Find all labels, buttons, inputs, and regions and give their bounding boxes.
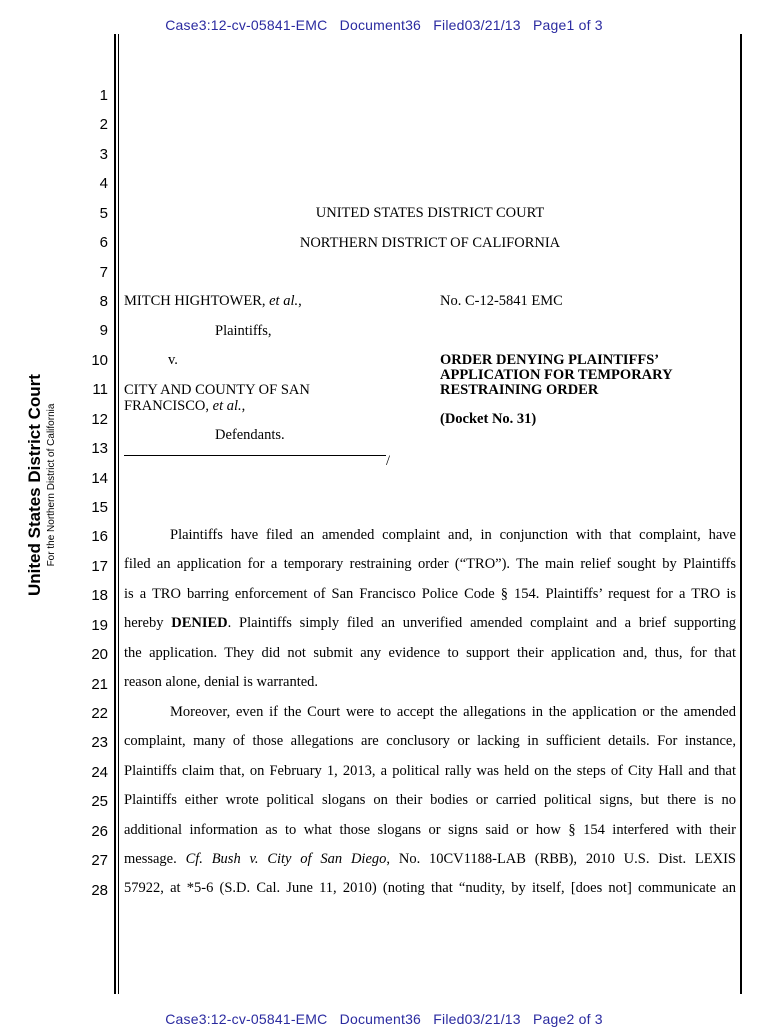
p1-line: filed an application for a temporary restraining order (“TRO”). The main relief sought by Plaintiffs [124,556,736,573]
p2-line: Plaintiffs claim that, on February 1, 2013, a political rally was held on the steps of City Hall and that [124,762,736,779]
line-number: 17 [91,557,108,575]
plaintiff-name [124,293,302,309]
line-number: 26 [91,822,108,840]
line-number: 16 [91,528,108,546]
line-number: 22 [91,705,108,723]
line-number: 1 [99,87,108,104]
defendant-etal-suffix: , [241,398,246,414]
line-number: 7 [99,263,108,281]
left-margin-rule-inner [118,34,119,994]
right-margin-rule [740,34,742,994]
line-number: 27 [91,852,108,870]
left-margin-rule [114,34,116,994]
p1-line: reason alone, denial is warranted. [124,674,319,691]
line-number: 3 [99,145,108,163]
defendant-line2-text: FRANCISCO, [124,398,210,414]
caption-slash: / [386,453,391,469]
line-number: 15 [91,499,108,517]
line-number: 28 [91,881,108,899]
versus: v. [168,352,178,368]
defendants-label: Defendants. [215,427,285,443]
line-number: 19 [91,616,108,634]
denied-emphasis: DENIED [171,615,228,632]
defendant-etal: et al. [212,398,242,414]
p1-line4-pre: hereby [124,615,172,632]
next-page-header-stamp: Case3:12-cv-05841-EMC Document36 Filed03/21/13 Page2 of 3 [165,1011,603,1027]
paragraph-1 [124,521,736,697]
case-number: No. C-12-5841 EMC [440,293,563,309]
p2-line6-pre: message. [124,851,186,868]
plaintiffs-label: Plaintiffs, [215,323,272,339]
line-number: 25 [91,793,108,811]
p1-line: the application. They did not submit any evidence to support their application and, thus, for that [124,644,736,661]
p2-line: Plaintiffs either wrote political slogans on their bodies or carried political signs, but there is no [124,792,736,809]
line-number: 13 [91,440,108,458]
plaintiff-name-text: MITCH HIGHTOWER, [124,293,266,309]
p1-line4-post: . Plaintiffs simply filed an unverified amended complaint and a brief supporting [227,615,736,632]
line-number: 8 [99,293,108,310]
p1-line [124,609,736,638]
docket-number: (Docket No. 31) [440,411,537,427]
plaintiff-etal-suffix: , [298,293,302,309]
defendant-line2 [124,398,245,414]
court-side-title: United States District Court [25,374,44,596]
line-number: 5 [99,204,108,222]
line-number: 23 [91,734,108,752]
line-number: 6 [99,234,108,252]
line-number: 20 [91,646,108,664]
line-number: 24 [91,763,108,781]
order-title-line1: ORDER DENYING PLAINTIFFS’ [440,352,660,368]
caption-rule [124,455,386,456]
line-number: 11 [92,381,108,399]
court-side-subtitle: For the Northern District of California [46,403,57,567]
case-citation: Cf. Bush v. City of San Diego [185,851,387,868]
p2-line: 57922, at *5-6 (S.D. Cal. June 11, 2010) (noting that “nudity, by itself, [does not] communicate an [124,880,736,897]
defendant-line1: CITY AND COUNTY OF SAN [124,382,310,398]
p1-line: is a TRO barring enforcement of San Francisco Police Code § 154. Plaintiffs’ request for a TRO is [124,585,736,602]
paragraph-2 [124,698,736,904]
p2-line: Moreover, even if the Court were to accept the allegations in the application or the amended [170,704,736,720]
line-number: 10 [91,351,108,369]
order-title-line2: APPLICATION FOR TEMPORARY [440,367,673,383]
p2-line: complaint, many of those allegations are conclusory or lacking in sufficient details. For instance, [124,733,736,750]
line-number: 14 [91,469,108,487]
p2-line6-post: , No. 10CV1188-LAB (RBB), 2010 U.S. Dist. LEXIS [386,851,736,868]
court-name: UNITED STATES DISTRICT COURT [315,205,545,221]
p1-line: Plaintiffs have filed an amended complaint and, in conjunction with that complaint, have [170,527,736,543]
line-number: 4 [99,175,108,193]
page-header-stamp: Case3:12-cv-05841-EMC Document36 Filed03/21/13 Page1 of 3 [165,17,603,33]
line-number: 2 [99,116,108,134]
court-district: NORTHERN DISTRICT OF CALIFORNIA [299,235,561,251]
order-title-line3: RESTRAINING ORDER [440,382,599,398]
line-number: 21 [91,675,108,693]
line-number: 9 [99,322,108,340]
line-number: 12 [91,410,108,428]
p2-line [124,845,736,874]
p2-line: additional information as to what those slogans or signs said or how § 154 interfered with their [124,821,736,838]
line-number: 18 [91,587,108,605]
plaintiff-etal: et al. [269,293,299,309]
